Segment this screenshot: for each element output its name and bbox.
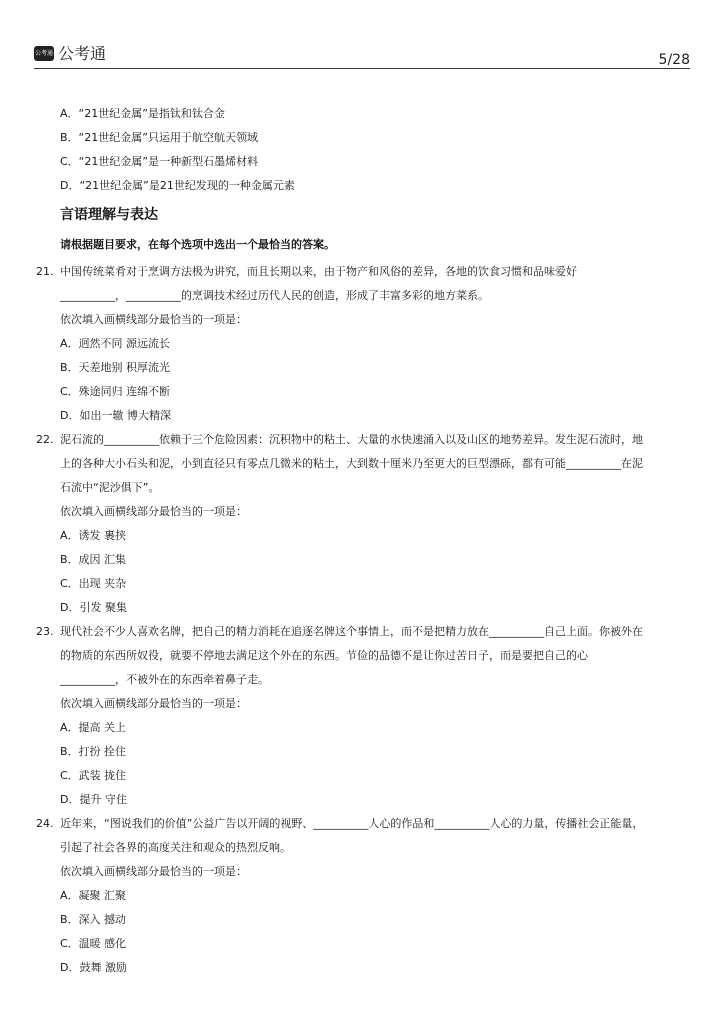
- q21-option-d: D．如出一辙 博大精深: [60, 409, 171, 422]
- q23-line-1: 现代社会不少人喜欢名牌，把自己的精力消耗在追逐名牌这个事情上，而不是把精力放在__________自己上面。你被外在: [60, 625, 643, 638]
- q22-line-3: 石流中“泥沙俱下”。: [60, 481, 160, 494]
- q22-option-b: B．成因 汇集: [60, 553, 127, 566]
- q24-option-b: B．深入 撼动: [60, 913, 127, 926]
- q22-number: 22.: [36, 433, 54, 446]
- prev-option-d: D．“21世纪金属”是21世纪发现的一种金属元素: [60, 179, 295, 192]
- q21-line-2: __________，__________的烹调技术经过历代人民的创造，形成了丰富多彩的地方菜系。: [60, 289, 489, 302]
- prev-option-b: B．“21世纪金属”只运用于航空航天领域: [60, 131, 258, 144]
- q24-number: 24.: [36, 817, 54, 830]
- q23-option-d: D．提升 守住: [60, 793, 127, 806]
- section-instruction: 请根据题目要求，在每个选项中选出一个最恰当的答案。: [60, 238, 335, 251]
- q23-line-2: 的物质的东西所奴役，就要不停地去满足这个外在的东西。节俭的品德不是让你过苦日子，而是要把自己的心: [60, 649, 588, 662]
- q21-line-1: 中国传统菜肴对于烹调方法极为讲究，而且长期以来，由于物产和风俗的差异，各地的饮食习惯和品味爱好: [60, 265, 577, 278]
- q24-prompt: 依次填入画横线部分最恰当的一项是：: [60, 865, 247, 878]
- q21-option-b: B．天差地别 积厚流光: [60, 361, 171, 374]
- logo-text: 公考通: [58, 44, 107, 63]
- page-header: [34, 44, 690, 70]
- q23-line-3: __________，不被外在的东西牵着鼻子走。: [60, 673, 269, 686]
- q22-option-d: D．引发 聚集: [60, 601, 127, 614]
- q22-line-2: 上的各种大小石头和泥，小到直径只有零点几微米的粘土，大到数十厘米乃至更大的巨型漂砾，都有可能__________在泥: [60, 457, 643, 470]
- q22-option-a: A．诱发 裹挟: [60, 529, 127, 542]
- page-number: 5/28: [658, 52, 690, 68]
- q24-option-d: D．鼓舞 激励: [60, 961, 127, 974]
- q22-option-c: C．出现 夹杂: [60, 577, 127, 590]
- q24-option-c: C．温暖 感化: [60, 937, 127, 950]
- q23-prompt: 依次填入画横线部分最恰当的一项是：: [60, 697, 247, 710]
- q21-number: 21.: [36, 265, 54, 278]
- q22-line-1: 泥石流的__________依赖于三个危险因素：沉积物中的粘土、大量的水快速涌入以及山区的地势差异。发生泥石流时，地: [60, 433, 643, 446]
- q24-line-2: 引起了社会各界的高度关注和观众的热烈反响。: [60, 841, 291, 854]
- prev-option-c: C．“21世纪金属”是一种新型石墨烯材料: [60, 155, 259, 168]
- q23-option-b: B．打扮 拴住: [60, 745, 127, 758]
- logo-icon: 公考通: [34, 46, 54, 61]
- q23-option-c: C．武装 拢住: [60, 769, 127, 782]
- q21-prompt: 依次填入画横线部分最恰当的一项是：: [60, 313, 247, 326]
- q24-line-1: 近年来，“图说我们的价值”公益广告以开阔的视野、__________人心的作品和__________人心的力量，传播社会正能量，: [60, 817, 644, 830]
- q23-number: 23.: [36, 625, 54, 638]
- q24-option-a: A．凝聚 汇聚: [60, 889, 127, 902]
- q23-option-a: A．提高 关上: [60, 721, 127, 734]
- q21-option-a: A．迥然不同 源远流长: [60, 337, 171, 350]
- prev-option-a: A．“21世纪金属”是指钛和钛合金: [60, 107, 225, 120]
- q21-option-c: C．殊途同归 连绵不断: [60, 385, 171, 398]
- header-divider: [34, 68, 690, 69]
- section-title: 言语理解与表达: [60, 207, 158, 223]
- q22-prompt: 依次填入画横线部分最恰当的一项是：: [60, 505, 247, 518]
